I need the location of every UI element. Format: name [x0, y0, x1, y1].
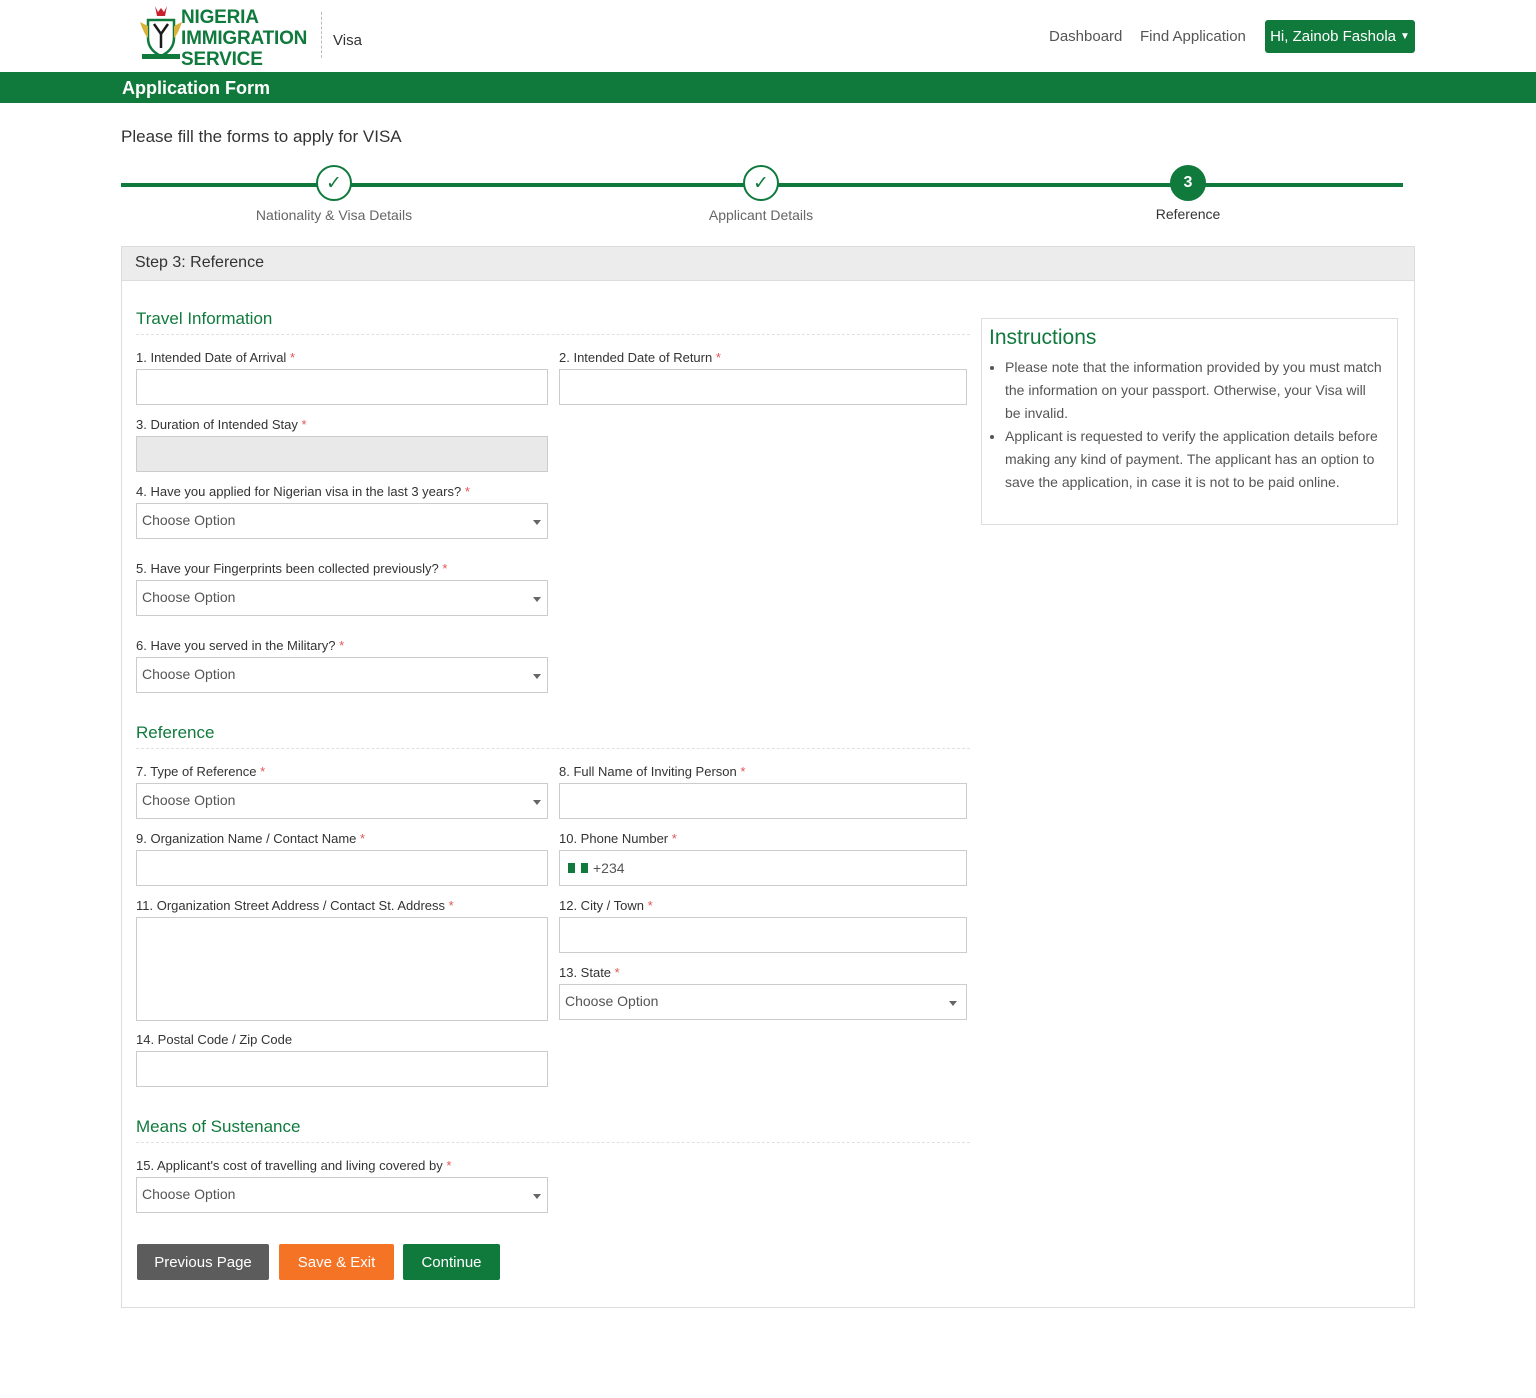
- organization-name-input[interactable]: [136, 850, 548, 886]
- field-label-reference-type: 7. Type of Reference *: [136, 764, 266, 779]
- save-exit-button[interactable]: Save & Exit: [279, 1244, 394, 1280]
- intro-text: Please fill the forms to apply for VISA: [121, 127, 402, 146]
- caret-down-icon: [533, 520, 541, 525]
- cost-covered-select[interactable]: [136, 1177, 548, 1213]
- nav-find-application-link[interactable]: Find Application: [1140, 28, 1246, 45]
- application-form-banner: [0, 72, 1536, 103]
- field-label-military: 6. Have you served in the Military? *: [136, 638, 345, 653]
- state-select[interactable]: [559, 984, 967, 1020]
- phone-dial-code: +234: [593, 860, 625, 876]
- brand-line-3: SERVICE: [181, 49, 263, 70]
- section-divider: [136, 1142, 970, 1143]
- brand-line-1: NIGERIA: [181, 7, 259, 28]
- step-2-check-icon[interactable]: ✓: [743, 165, 779, 201]
- postal-code-input[interactable]: [136, 1051, 548, 1087]
- return-date-input[interactable]: [559, 369, 967, 405]
- fingerprints-select[interactable]: [136, 580, 548, 616]
- select-value: Choose Option: [142, 666, 236, 682]
- select-value: Choose Option: [565, 993, 659, 1009]
- field-label-phone: 10. Phone Number *: [559, 831, 677, 846]
- duration-input: [136, 436, 548, 472]
- select-value: Choose Option: [142, 589, 236, 605]
- step-1-check-icon[interactable]: ✓: [316, 165, 352, 201]
- caret-down-icon: [533, 1194, 541, 1199]
- select-value: Choose Option: [142, 1186, 236, 1202]
- user-menu-button[interactable]: [1265, 20, 1415, 53]
- instructions-list: [1005, 356, 1383, 494]
- section-reference: Reference: [136, 723, 215, 742]
- step-1-label: Nationality & Visa Details: [255, 207, 413, 223]
- field-label-inviting-person: 8. Full Name of Inviting Person *: [559, 764, 746, 779]
- nigeria-flag-icon[interactable]: [568, 863, 588, 873]
- field-label-applied-before: 4. Have you applied for Nigerian visa in the last 3 years? *: [136, 484, 470, 499]
- step-3-label: Reference: [1155, 206, 1221, 222]
- brand-divider: [321, 12, 322, 58]
- field-label-cost-covered: 15. Applicant's cost of travelling and living covered by *: [136, 1158, 452, 1173]
- caret-down-icon: ▼: [1400, 31, 1410, 42]
- field-label-fingerprints: 5. Have your Fingerprints been collected previously? *: [136, 561, 448, 576]
- section-travel-information: Travel Information: [136, 309, 273, 328]
- step-3-indicator[interactable]: 3: [1170, 165, 1206, 201]
- phone-number-input[interactable]: [559, 850, 967, 886]
- street-address-textarea[interactable]: [136, 917, 548, 1021]
- reference-type-select[interactable]: [136, 783, 548, 819]
- brand-name[interactable]: [181, 7, 307, 70]
- applied-before-select[interactable]: [136, 503, 548, 539]
- caret-down-icon: [533, 597, 541, 602]
- field-label-return: 2. Intended Date of Return *: [559, 350, 721, 365]
- inviting-person-input[interactable]: [559, 783, 967, 819]
- continue-button[interactable]: Continue: [403, 1244, 500, 1280]
- field-label-postal-code: 14. Postal Code / Zip Code: [136, 1032, 293, 1047]
- field-label-state: 13. State *: [559, 965, 620, 980]
- nav-dashboard-link[interactable]: Dashboard: [1049, 28, 1123, 45]
- city-input[interactable]: [559, 917, 967, 953]
- instructions-box: [981, 318, 1398, 525]
- top-header: [0, 0, 1536, 72]
- caret-down-icon: [533, 800, 541, 805]
- field-label-organization: 9. Organization Name / Contact Name *: [136, 831, 366, 846]
- section-divider: [136, 748, 970, 749]
- panel-title: Step 3: Reference: [135, 254, 264, 271]
- field-label-street-address: 11. Organization Street Address / Contact St. Address *: [136, 898, 454, 913]
- panel-header: [122, 247, 1414, 281]
- field-label-arrival: 1. Intended Date of Arrival *: [136, 350, 295, 365]
- instructions-title: Instructions: [989, 326, 1097, 349]
- arrival-date-input[interactable]: [136, 369, 548, 405]
- banner-title: Application Form: [122, 78, 270, 98]
- field-label-duration: 3. Duration of Intended Stay *: [136, 417, 307, 432]
- previous-page-button[interactable]: Previous Page: [137, 1244, 269, 1280]
- instruction-item: • Please note that the information provided by you must match the information on your passport. Otherwise, your Visa will be invalid.: [1005, 356, 1383, 425]
- brand-line-2: IMMIGRATION: [181, 28, 308, 49]
- step-2-label: Applicant Details: [708, 207, 814, 223]
- field-label-city: 12. City / Town *: [559, 898, 653, 913]
- section-means-of-sustenance: Means of Sustenance: [136, 1117, 301, 1136]
- military-select[interactable]: [136, 657, 548, 693]
- brand-subtitle: Visa: [333, 32, 362, 49]
- caret-down-icon: [533, 674, 541, 679]
- select-value: Choose Option: [142, 792, 236, 808]
- select-value: Choose Option: [142, 512, 236, 528]
- user-menu-label: Hi, Zainob Fashola: [1270, 28, 1396, 45]
- nis-crest-logo[interactable]: [134, 4, 188, 62]
- caret-down-icon: [949, 1001, 957, 1006]
- instruction-item: • Applicant is requested to verify the application details before making any kind of payment. The applicant has an option to save the application, in case it is not to be paid online.: [1005, 425, 1383, 494]
- section-divider: [136, 334, 970, 335]
